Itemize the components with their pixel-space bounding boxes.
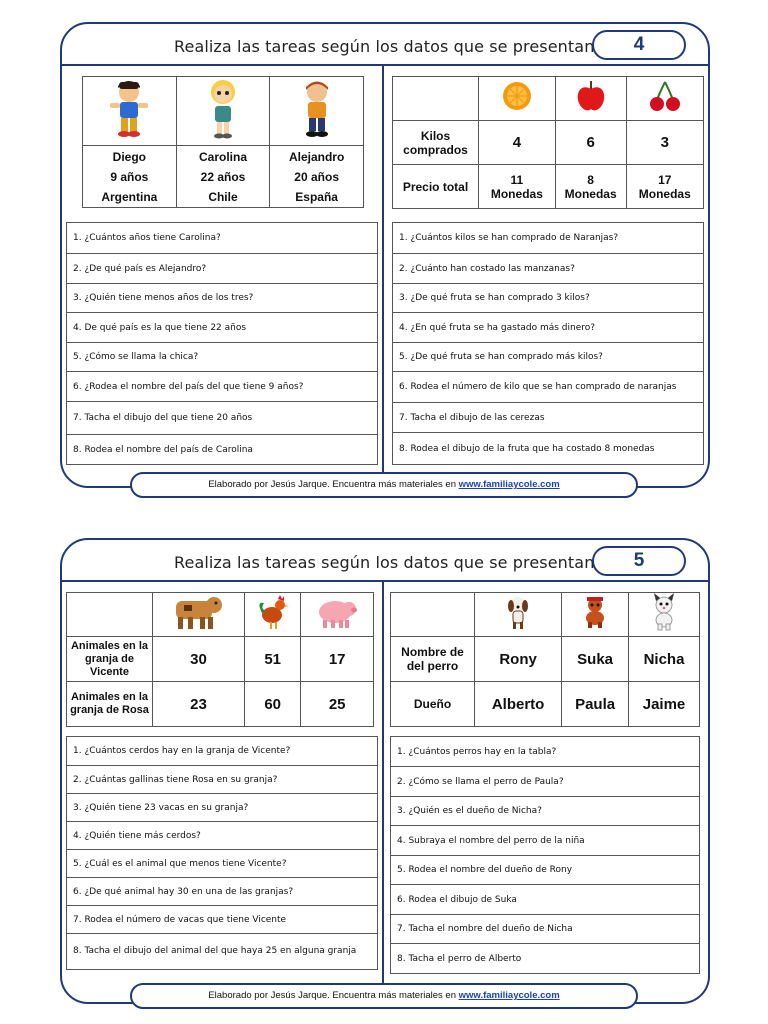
question-item: 8. Rodea el dibujo de la fruta que ha costado 8 monedas <box>393 432 703 464</box>
footer-link[interactable]: www.familiaycole.com <box>458 479 560 490</box>
question-list-left <box>66 736 378 970</box>
question-item: 7. Tacha el dibujo del que tiene 20 años <box>67 401 377 434</box>
dog-name-value: Suka <box>562 637 629 682</box>
footer-credit <box>130 983 638 1009</box>
question-item: 2. ¿De qué país es Alejandro? <box>67 253 377 283</box>
price-value: 8 Monedas <box>555 165 626 209</box>
worksheet-title: Realiza las tareas según los datos que se presentan <box>174 553 595 572</box>
worksheet-number-badge: 4 <box>592 30 686 60</box>
worksheet-number-badge: 5 <box>592 546 686 576</box>
animal-header-pig <box>301 593 374 637</box>
dog-icon <box>505 594 531 635</box>
pig-icon <box>315 594 359 635</box>
question-item: 2. ¿Cuántas gallinas tiene Rosa en su granja? <box>67 765 377 793</box>
person-country: España <box>295 189 338 204</box>
price-value: 11 Monedas <box>479 165 556 209</box>
question-item: 8. Tacha el dibujo del animal del que haya 25 en alguna granja <box>67 933 377 969</box>
question-item: 8. Tacha el perro de Alberto <box>391 943 699 973</box>
rosa-value: 23 <box>153 682 245 727</box>
question-item: 7. Tacha el nombre del dueño de Nicha <box>391 914 699 943</box>
orange-icon <box>501 80 533 117</box>
person-info-carolina <box>176 146 270 208</box>
owner-value: Jaime <box>629 682 700 727</box>
empty-corner-cell <box>393 77 479 121</box>
rooster-icon <box>256 593 290 636</box>
header-divider <box>62 580 708 582</box>
column-divider <box>382 66 384 486</box>
person-info-diego <box>83 146 177 208</box>
person-name: Alejandro <box>288 149 345 164</box>
question-item: 4. ¿Quién tiene más cerdos? <box>67 821 377 849</box>
person-cell-diego <box>83 77 177 146</box>
kilos-value: 3 <box>626 121 703 165</box>
question-item: 1. ¿Cuántos años tiene Carolina? <box>73 233 221 243</box>
vicente-value: 51 <box>244 637 300 682</box>
dog-icon <box>580 595 610 634</box>
fruit-table <box>392 76 704 209</box>
vicente-label: Animales en la granja de Vicente <box>67 637 153 682</box>
fruit-header-apple <box>555 77 626 121</box>
rosa-value: 60 <box>244 682 300 727</box>
footer-text: Elaborado por Jesús Jarque. Encuentra más materiales en <box>208 990 459 1001</box>
question-item: 4. De qué país es la que tiene 22 años <box>67 312 377 342</box>
animal-header-rooster <box>244 593 300 637</box>
question-item: 3. ¿Quién tiene menos años de los tres? <box>67 283 377 312</box>
person-age: 9 años <box>110 169 149 184</box>
question-list-right <box>392 222 704 465</box>
empty-corner-cell <box>391 593 475 637</box>
question-item: 1. ¿Cuántos kilos se han comprado de Naranjas? <box>399 233 619 243</box>
person-cell-carolina <box>176 77 270 146</box>
kilos-value: 6 <box>555 121 626 165</box>
price-value: 17 Monedas <box>626 165 703 209</box>
rosa-value: 25 <box>301 682 374 727</box>
dog-header-nicha <box>629 593 700 637</box>
question-item: 3. ¿De qué fruta se han comprado 3 kilos? <box>393 283 703 312</box>
question-item: 4. Subraya el nombre del perro de la niña <box>391 825 699 855</box>
question-list-right <box>390 736 700 974</box>
question-item: 7. Tacha el dibujo de las cerezas <box>393 402 703 432</box>
footer-text: Elaborado por Jesús Jarque. Encuentra más materiales en <box>208 479 459 490</box>
person-age: 22 años <box>200 169 246 184</box>
empty-corner-cell <box>67 593 153 637</box>
question-item: 6. Rodea el dibujo de Suka <box>391 884 699 914</box>
question-item: 3. ¿Quién tiene 23 vacas en su granja? <box>67 793 377 821</box>
question-item: 8. Rodea el nombre del país de Carolina <box>67 434 377 464</box>
animal-header-cow <box>153 593 245 637</box>
person-name: Carolina <box>198 149 247 164</box>
owner-label: Dueño <box>391 682 475 727</box>
rosa-label: Animales en la granja de Rosa <box>67 682 153 727</box>
person-info-alejandro <box>270 146 364 208</box>
person-cell-alejandro <box>270 77 364 146</box>
cherries-icon <box>648 80 682 117</box>
question-item: 1. ¿Cuántos cerdos hay en la granja de Vicente? <box>73 746 291 756</box>
vicente-value: 17 <box>301 637 374 682</box>
person-country: Chile <box>208 189 238 204</box>
kilos-value: 4 <box>479 121 556 165</box>
dog-name-label: Nombre de del perro <box>391 637 475 682</box>
dog-name-value: Rony <box>475 637 562 682</box>
question-item: 3. ¿Quién es el dueño de Nicha? <box>391 796 699 825</box>
apple-icon <box>575 79 607 118</box>
worksheet-title: Realiza las tareas según los datos que se presentan <box>174 37 595 56</box>
question-item: 1. ¿Cuántos perros hay en la tabla? <box>397 746 557 757</box>
kilos-label: Kilos comprados <box>393 121 479 165</box>
question-item: 5. ¿Cómo se llama la chica? <box>67 342 377 371</box>
dog-name-value: Nicha <box>629 637 700 682</box>
column-divider <box>382 582 384 1002</box>
boy-cartoon-icon <box>104 78 154 145</box>
dog-table <box>390 592 700 727</box>
footer-credit <box>130 472 638 498</box>
animal-table <box>66 592 374 727</box>
footer-link[interactable]: www.familiaycole.com <box>458 990 560 1001</box>
cow-icon <box>170 593 226 636</box>
vicente-value: 30 <box>153 637 245 682</box>
dog-icon <box>649 593 679 636</box>
header-divider <box>62 64 708 66</box>
person-country: Argentina <box>101 189 158 204</box>
fruit-header-orange <box>479 77 556 121</box>
person-name: Diego <box>112 149 147 164</box>
dog-header-suka <box>562 593 629 637</box>
worksheet-card-4 <box>60 22 710 488</box>
person-age: 20 años <box>294 169 339 184</box>
question-item: 5. Rodea el nombre del dueño de Rony <box>391 855 699 884</box>
question-item: 4. ¿En qué fruta se ha gastado más dinero? <box>393 312 703 342</box>
owner-value: Paula <box>562 682 629 727</box>
dog-header-rony <box>475 593 562 637</box>
question-item: 2. ¿Cuánto han costado las manzanas? <box>393 253 703 283</box>
boy-cartoon-icon <box>297 78 337 145</box>
owner-value: Alberto <box>475 682 562 727</box>
question-item: 6. ¿De qué animal hay 30 en una de las granjas? <box>67 877 377 905</box>
worksheet-card-5 <box>60 538 710 1004</box>
girl-cartoon-icon <box>203 78 243 145</box>
question-item: 5. ¿De qué fruta se han comprado más kilos? <box>393 342 703 371</box>
question-item: 6. ¿Rodea el nombre del país del que tiene 9 años? <box>67 371 377 401</box>
question-item: 2. ¿Cómo se llama el perro de Paula? <box>391 766 699 796</box>
price-label: Precio total <box>393 165 479 209</box>
question-item: 6. Rodea el número de kilo que se han comprado de naranjas <box>393 371 703 402</box>
question-list-left <box>66 222 378 465</box>
people-table <box>82 76 364 208</box>
fruit-header-cherries <box>626 77 703 121</box>
question-item: 5. ¿Cuál es el animal que menos tiene Vicente? <box>67 849 377 877</box>
question-item: 7. Rodea el número de vacas que tiene Vicente <box>67 905 377 933</box>
